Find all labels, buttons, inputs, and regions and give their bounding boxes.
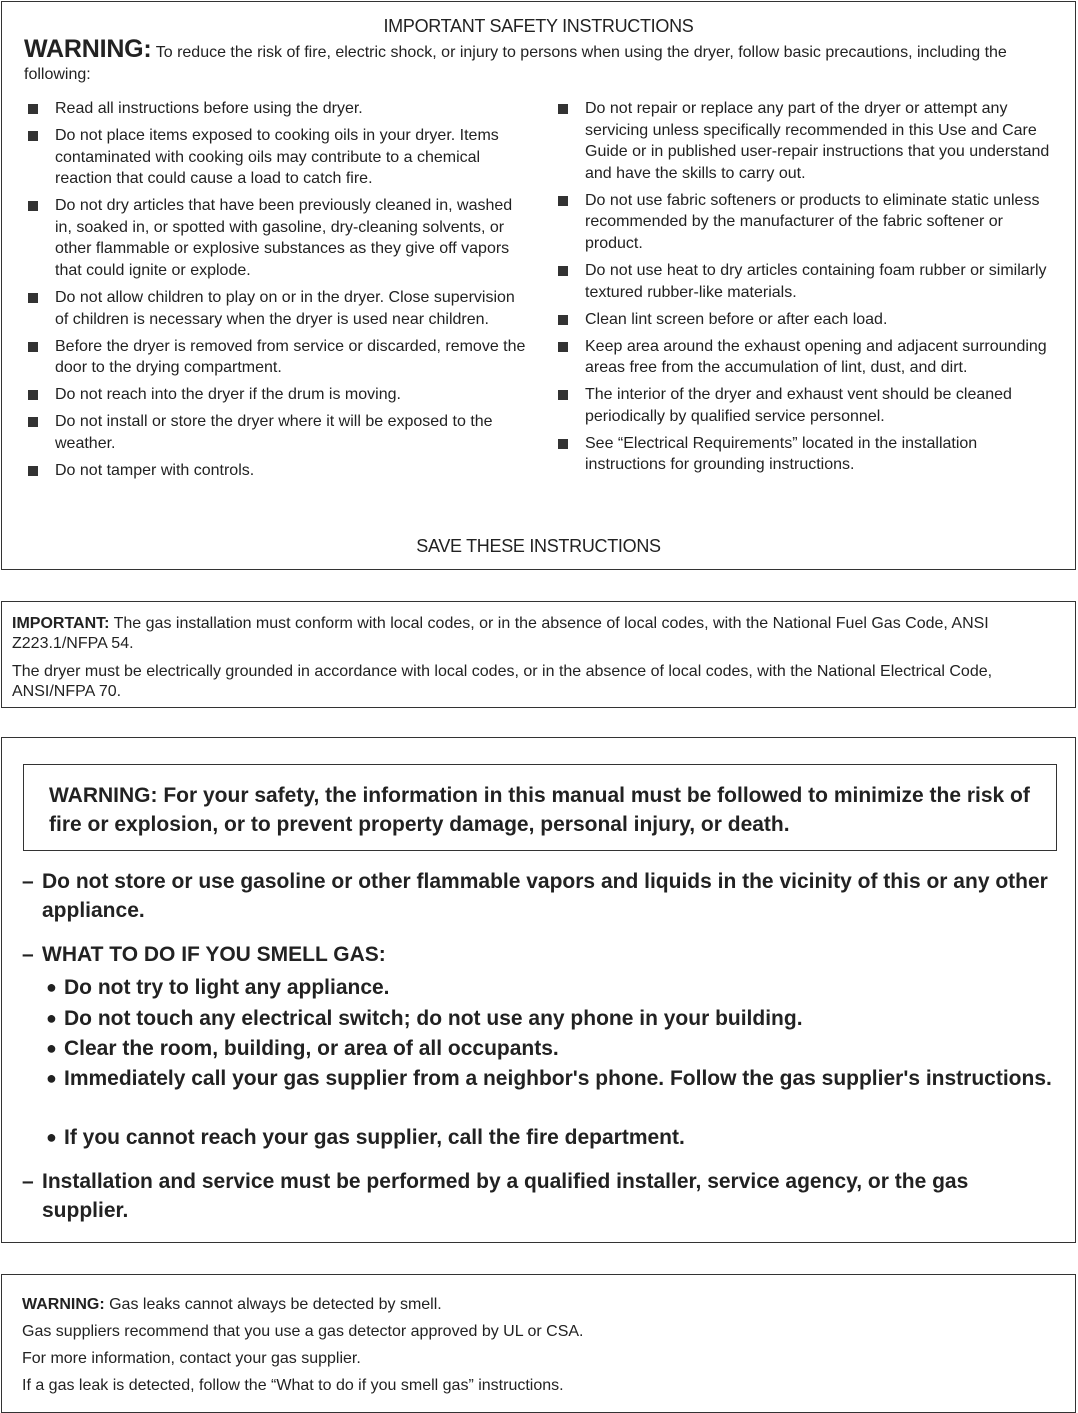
save-instructions-heading: SAVE THESE INSTRUCTIONS <box>416 536 661 556</box>
bullet-icon: ● <box>46 1038 57 1058</box>
important-text-2: The dryer must be electrically grounded in accordance with local codes, or in the absence of local codes, with the National Electrical Code, ANSI/NFPA 70. <box>12 663 993 700</box>
sub-item <box>42 973 1055 1003</box>
list-item: Clean lint screen before or after each load. <box>556 309 1061 331</box>
safety-title: IMPORTANT SAFETY INSTRUCTIONS <box>383 16 694 36</box>
dash-mark: – <box>22 1170 34 1193</box>
leak-line-1 <box>22 1295 442 1315</box>
sub-item-text: Do not try to light any appliance. <box>64 976 390 999</box>
warning-label: WARNING: <box>24 35 152 63</box>
callout-text: WARNING: For your safety, the information in this manual must be followed to minimize the risk of fire or explosion, or to prevent property damage, personal injury, or death. <box>49 784 1030 836</box>
gas-warning-box <box>1 737 1076 1243</box>
leak-warning-label: WARNING: <box>22 1296 105 1313</box>
sub-item-text: If you cannot reach your gas supplier, call the fire department. <box>64 1126 685 1149</box>
list-item: Do not allow children to play on or in the dryer. Close supervision of children is necessary when the dryer is used near children. <box>26 287 526 330</box>
list-item: Do not install or store the dryer where it will be exposed to the weather. <box>26 411 526 454</box>
list-item: The interior of the dryer and exhaust vent should be cleaned periodically by qualified service personnel. <box>556 384 1061 427</box>
leak-line-3: For more information, contact your gas supplier. <box>22 1350 361 1367</box>
gas-item-2 <box>22 940 1055 969</box>
list-item: Keep area around the exhaust opening and adjacent surrounding areas free from the accumulation of lint, dust, and dirt. <box>556 336 1061 379</box>
warning-text: To reduce the risk of fire, electric shock, or injury to persons when using the dryer, follow basic precautions, including the following: <box>24 44 1007 83</box>
smell-gas-heading: WHAT TO DO IF YOU SMELL GAS: <box>42 943 386 966</box>
list-item: Do not reach into the dryer if the drum is moving. <box>26 384 526 406</box>
gas-item-3 <box>22 1167 1055 1225</box>
safety-list-right <box>556 98 1061 481</box>
important-label: IMPORTANT: <box>12 615 110 632</box>
safety-warning-callout <box>23 764 1057 851</box>
list-item: Read all instructions before using the dryer. <box>26 98 526 120</box>
gas-item-text: Do not store or use gasoline or other flammable vapors and liquids in the vicinity of this or any other appliance. <box>42 870 1048 922</box>
sub-item <box>42 1034 1055 1064</box>
gas-leak-box <box>1 1274 1076 1413</box>
list-item: Do not dry articles that have been previously cleaned in, washed in, soaked in, or spotted with gasoline, dry-cleaning solvents, or other flammable or explosive substances as they give off vapors that could ignite or explode. <box>26 195 526 281</box>
gas-item-1 <box>22 867 1055 925</box>
bullet-icon: ● <box>46 1068 57 1088</box>
list-item: Do not repair or replace any part of the dryer or attempt any servicing unless specifically recommended in this Use and Care Guide or in published user-repair instructions that you understand and have the skills to carry out. <box>556 98 1061 184</box>
safety-instructions-box <box>1 1 1076 570</box>
safety-warning <box>24 35 1065 86</box>
important-codes-box <box>1 601 1076 708</box>
leak-line-2: Gas suppliers recommend that you use a gas detector approved by UL or CSA. <box>22 1323 584 1340</box>
dash-mark: – <box>22 870 34 893</box>
bullet-icon: ● <box>46 1127 57 1147</box>
bullet-icon: ● <box>46 977 57 997</box>
sub-item-text: Clear the room, building, or area of all occupants. <box>64 1037 559 1060</box>
sub-item-text: Immediately call your gas supplier from a neighbor's phone. Follow the gas supplier's instructions. <box>64 1067 1052 1090</box>
sub-item <box>42 1004 1055 1034</box>
important-text-1: The gas installation must conform with local codes, or in the absence of local codes, with the National Fuel Gas Code, ANSI Z223.1/NFPA 54. <box>12 615 989 652</box>
list-item: Do not use fabric softeners or products to eliminate static unless recommended by the manufacturer of the fabric softener or product. <box>556 190 1061 255</box>
list-item: Do not place items exposed to cooking oils in your dryer. Items contaminated with cooking oils may contribute to a chemical reaction that could cause a load to catch fire. <box>26 125 526 190</box>
leak-line-4: If a gas leak is detected, follow the “What to do if you smell gas” instructions. <box>22 1377 564 1394</box>
leak-text-1: Gas leaks cannot always be detected by smell. <box>109 1296 442 1313</box>
list-item: Do not tamper with controls. <box>26 460 526 482</box>
safety-list-left <box>26 98 526 487</box>
dash-mark: – <box>22 943 34 966</box>
list-item: Do not use heat to dry articles containing foam rubber or similarly textured rubber-like materials. <box>556 260 1061 303</box>
list-item: Before the dryer is removed from service or discarded, remove the door to the drying compartment. <box>26 336 526 379</box>
important-paragraph-1 <box>12 614 1045 654</box>
gas-item-text: Installation and service must be performed by a qualified installer, service agency, or the gas supplier. <box>42 1170 969 1222</box>
list-item: See “Electrical Requirements” located in the installation instructions for grounding instructions. <box>556 433 1061 476</box>
bullet-icon: ● <box>46 1008 57 1028</box>
sub-item-text: Do not touch any electrical switch; do not use any phone in your building. <box>64 1007 803 1030</box>
sub-item <box>42 1064 1055 1094</box>
sub-item <box>42 1123 1055 1153</box>
